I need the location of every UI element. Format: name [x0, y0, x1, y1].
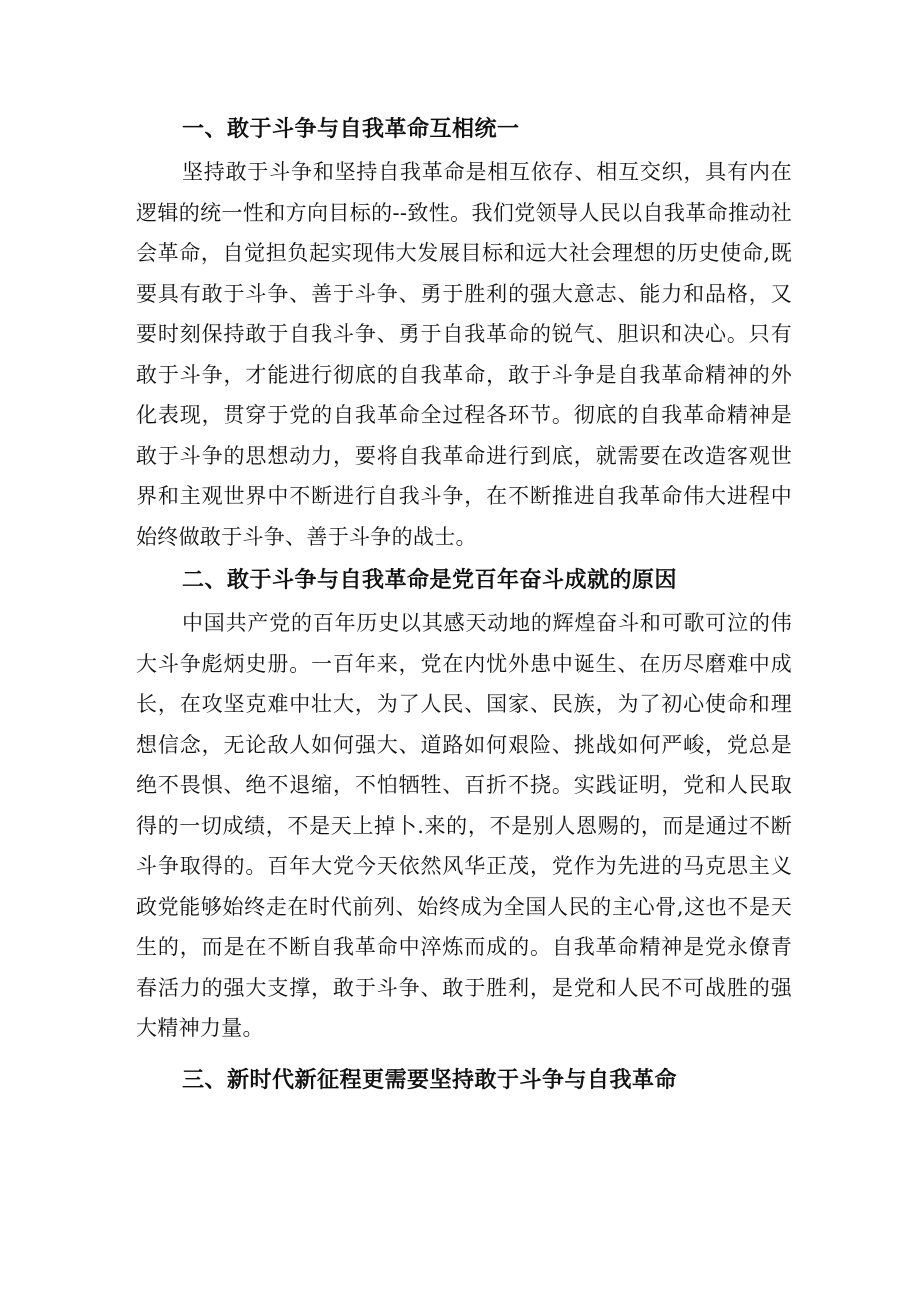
section-paragraph-1: 坚持敢于斗争和坚持自我革命是相互依存、相互交织，具有内在逻辑的统一性和方向目标的--致性。我们党领导人民以自我革命推动社会革命，自觉担负起实现伟大发展目标和远大社会理想的历史使命,既要具有敢于斗争、善于斗争、勇于胜利的强大意志、能力和品格，又要时刻保持敢于自我斗争、勇于自我革命的锐气、胆识和决心。只有敢于斗争，才能进行彻底的自我革命，敢于斗争是自我革命精神的外化表现，贯穿于党的自我革命全过程各环节。彻底的自我革命精神是敢于斗争的思想动力，要将自我革命进行到底，就需要在改造客观世界和主观世界中不断进行自我斗争，在不断推进自我革命伟大进程中始终做敢于斗争、善于斗争的战士。	[136, 160, 792, 549]
section-paragraph-2: 中国共产党的百年历史以其感天动地的辉煌奋斗和可歌可泣的伟大斗争彪炳史册。一百年来，党在内忧外患中诞生、在历尽磨难中成长，在攻坚克难中壮大，为了人民、国家、民族，为了初心使命和理想信念，无论敌人如何强大、道路如何艰险、挑战如何严峻，党总是绝不畏惧、绝不退缩，不怕牺牲、百折不挠。实践证明，党和人民取得的一切成绩，不是天上掉卜.来的，不是别人恩赐的，而是通过不断斗争取得的。百年大党今天依然风华正茂，党作为先进的马克思主义政党能够始终走在时代前列、始终成为全国人民的主心骨,这也不是天生的，而是在不断自我革命中淬炼而成的。自我革命精神是党永僚青春活力的强大支撑，敢于斗争、敢于胜利，是党和人民不可战胜的强大精神力量。	[136, 611, 792, 1040]
section-heading-3: 三、新时代新征程更需要坚持敢于斗争与自我革命	[182, 1067, 678, 1093]
section-heading-1: 一、敢于斗争与自我革命互相统一	[182, 117, 520, 142]
document-body	[136, 108, 792, 1103]
section-heading-2: 二、敢于斗争与自我革命是党百年奋斗成就的原因	[182, 568, 678, 593]
